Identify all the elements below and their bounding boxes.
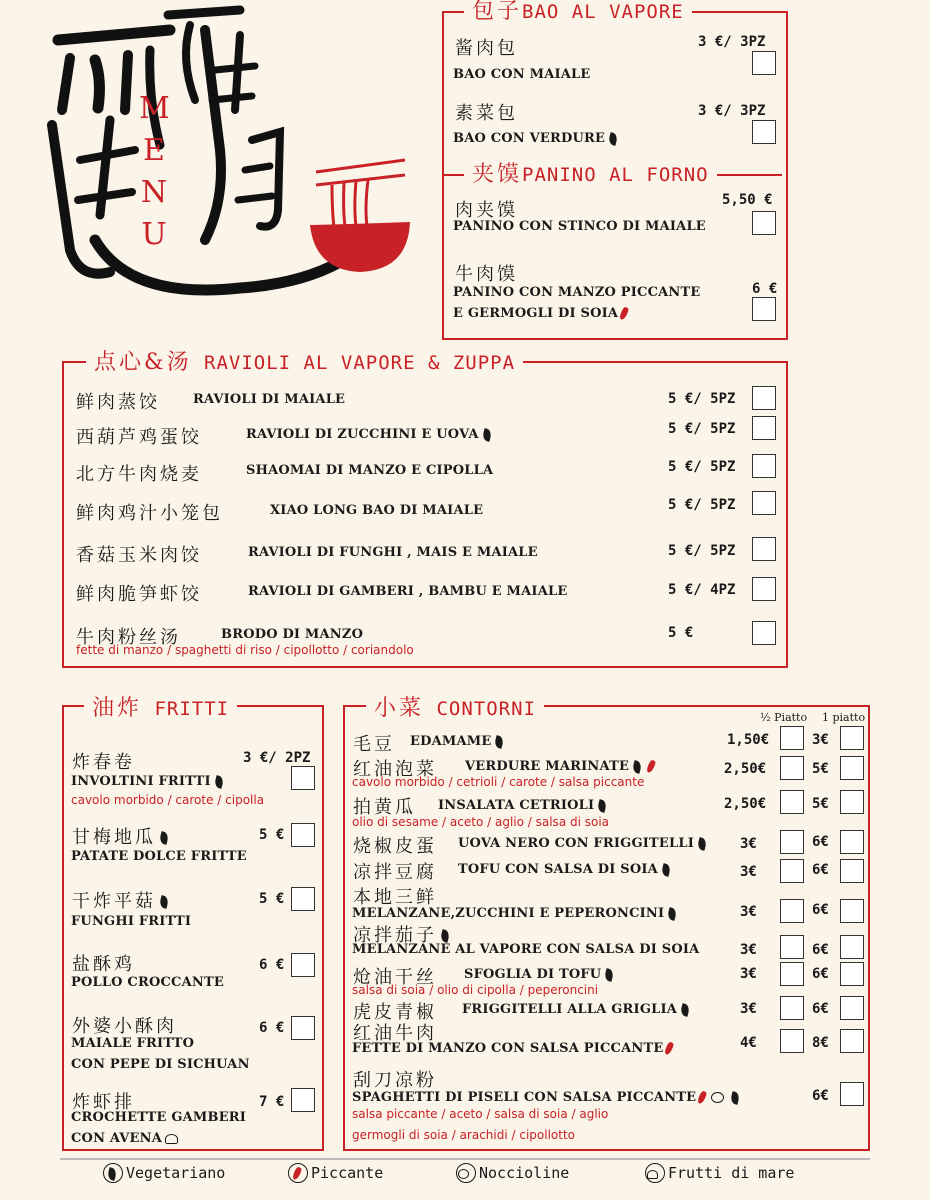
item-zh: 香菇玉米肉饺 <box>76 545 202 566</box>
half-checkbox[interactable] <box>780 790 804 814</box>
item-name: INSALATA CETRIOLI <box>438 798 610 813</box>
leaf-icon <box>494 735 505 749</box>
leaf-icon <box>103 1163 123 1183</box>
half-checkbox[interactable] <box>780 962 804 986</box>
item-zh: 炸春卷 <box>72 752 135 773</box>
item-price: 5 €/ 5PZ <box>668 543 736 559</box>
full-checkbox[interactable] <box>840 756 864 780</box>
full-price: 8€ <box>812 1035 829 1051</box>
leaf-icon <box>697 837 708 851</box>
item-description: salsa piccante / aceto / salsa di soia / aglio <box>352 1107 609 1121</box>
item-name: RAVIOLI DI MAIALE <box>193 392 346 407</box>
item-name: FRIGGITELLI ALLA GRIGLIA <box>462 1002 693 1017</box>
item-name: RAVIOLI DI GAMBERI , BAMBU E MAIALE <box>248 584 568 599</box>
chili-icon <box>697 1090 708 1104</box>
item-zh: 牛肉粉丝汤 <box>76 627 181 648</box>
brush-calligraphy-logo <box>40 0 420 320</box>
half-checkbox[interactable] <box>780 726 804 750</box>
order-checkbox[interactable] <box>752 537 776 561</box>
full-checkbox[interactable] <box>840 830 864 854</box>
order-checkbox[interactable] <box>752 211 776 235</box>
full-price: 6€ <box>812 942 829 958</box>
item-description: olio di sesame / aceto / aglio / salsa di soia <box>352 815 610 829</box>
item-zh: 外婆小酥肉 <box>72 1016 177 1037</box>
bao-title-zh: 包子 <box>472 0 523 24</box>
item-name: BRODO DI MANZO <box>221 627 364 642</box>
item-name: SFOGLIA DI TOFU <box>464 967 617 982</box>
menu-vertical-label <box>139 88 169 256</box>
half-checkbox[interactable] <box>780 830 804 854</box>
item-price: 6 € <box>259 957 285 973</box>
bao-title: BAO AL VAPORE <box>522 1 684 23</box>
leaf-icon <box>159 831 170 845</box>
item-zh: 虎皮青椒 <box>353 1002 437 1023</box>
item-zh: 毛豆 <box>353 734 395 755</box>
item-zh: 素菜包 <box>455 103 518 124</box>
menu-letter: U <box>141 217 167 252</box>
item-name: PANINO CON STINCO DI MAIALE <box>453 219 706 234</box>
half-price: 3€ <box>740 836 757 852</box>
full-checkbox[interactable] <box>840 726 864 750</box>
item-zh: 炝油干丝 <box>353 967 437 988</box>
item-price: 5 €/ 5PZ <box>668 459 736 475</box>
full-checkbox[interactable] <box>840 859 864 883</box>
item-zh: 刮刀凉粉 <box>353 1070 437 1091</box>
half-portion-header: ½ Piatto <box>760 711 808 724</box>
order-checkbox[interactable] <box>752 577 776 601</box>
item-zh: 凉拌茄子 <box>353 921 453 947</box>
item-description-line2: germogli di soia / arachidi / cipollotto <box>352 1128 576 1142</box>
item-zh: 鲜肉脆笋虾饺 <box>76 584 202 605</box>
item-zh: 甘梅地瓜 <box>72 823 172 849</box>
half-price: 3€ <box>740 942 757 958</box>
fritti-title: FRITTI <box>154 698 230 720</box>
leaf-icon <box>661 863 672 877</box>
item-name: BAO CON MAIALE <box>453 67 591 82</box>
full-price: 6€ <box>812 834 829 850</box>
item-zh: 凉拌豆腐 <box>353 862 437 883</box>
item-description: salsa di soia / olio di cipolla / peperoncini <box>352 983 599 997</box>
item-zh: 肉夹馍 <box>455 200 518 221</box>
item-name: TOFU CON SALSA DI SOIA <box>458 862 674 877</box>
item-name: FUNGHI FRITTI <box>71 914 192 929</box>
order-checkbox[interactable] <box>291 823 315 847</box>
item-name: PANINO CON MANZO PICCANTE <box>453 285 701 300</box>
item-price: 5,50 € <box>722 192 773 208</box>
item-name: XIAO LONG BAO DI MAIALE <box>270 503 484 518</box>
item-price: 7 € <box>259 1094 285 1110</box>
item-name: VERDURE MARINATE <box>465 759 657 774</box>
order-checkbox[interactable] <box>752 454 776 478</box>
chili-icon <box>664 1041 675 1055</box>
item-price: 5 €/ 5PZ <box>668 421 736 437</box>
item-zh: 西葫芦鸡蛋饺 <box>76 427 202 448</box>
leaf-icon <box>213 775 224 789</box>
order-checkbox[interactable] <box>291 766 315 790</box>
item-name: SHAOMAI DI MANZO E CIPOLLA <box>246 463 494 478</box>
item-zh: 鲜肉蒸饺 <box>76 392 160 413</box>
full-price: 6€ <box>812 1088 829 1104</box>
leaf-icon <box>667 907 678 921</box>
order-checkbox[interactable] <box>752 386 776 410</box>
bao-section-title <box>464 0 692 24</box>
item-zh: 鲜肉鸡汁小笼包 <box>76 503 223 524</box>
order-checkbox[interactable] <box>291 1088 315 1112</box>
full-price: 6€ <box>812 902 829 918</box>
legend-label: Vegetariano <box>126 1164 226 1182</box>
item-price: 5 € <box>259 827 285 843</box>
item-price: 5 € <box>259 891 285 907</box>
leaf-icon <box>730 1091 741 1105</box>
order-checkbox[interactable] <box>291 1016 315 1040</box>
leaf-icon <box>632 760 643 774</box>
noodle-bowl-icon <box>310 160 410 272</box>
item-name: PATATE DOLCE FRITTE <box>71 849 247 864</box>
half-checkbox[interactable] <box>780 899 804 923</box>
leaf-icon <box>680 1003 691 1017</box>
item-description: cavolo morbido / cetrioli / carote / salsa piccante <box>352 775 645 789</box>
half-price: 2,50€ <box>724 796 767 812</box>
full-checkbox[interactable] <box>840 790 864 814</box>
order-checkbox[interactable] <box>752 491 776 515</box>
peanut-icon <box>456 1163 476 1183</box>
item-zh: 拍黄瓜 <box>353 797 416 818</box>
full-checkbox[interactable] <box>840 962 864 986</box>
legend-divider <box>60 1158 870 1160</box>
full-checkbox[interactable] <box>840 1029 864 1053</box>
item-name: POLLO CROCCANTE <box>71 975 224 990</box>
item-price: 5 €/ 5PZ <box>668 497 736 513</box>
panino-title: PANINO AL FORNO <box>522 164 709 186</box>
legend-label: Frutti di mare <box>668 1164 795 1182</box>
shell-icon <box>645 1163 665 1183</box>
item-zh: 干炸平菇 <box>72 887 172 913</box>
order-checkbox[interactable] <box>291 887 315 911</box>
contorni-title-zh: 小菜 <box>374 696 425 721</box>
ravioli-title-zh: 点心&汤 <box>94 350 192 375</box>
item-price: 5 €/ 5PZ <box>668 391 736 407</box>
shell-icon <box>165 1134 178 1144</box>
item-price: 6 € <box>752 281 778 297</box>
half-checkbox[interactable] <box>780 1029 804 1053</box>
full-price: 6€ <box>812 862 829 878</box>
order-checkbox[interactable] <box>752 621 776 645</box>
item-name: UOVA NERO CON FRIGGITELLI <box>458 836 710 851</box>
half-price: 2,50€ <box>724 761 767 777</box>
panino-title-zh: 夹馍 <box>472 162 523 187</box>
leaf-icon <box>159 895 170 909</box>
half-price: 3€ <box>740 1001 757 1017</box>
item-name-line2: E GERMOGLI DI SOIA <box>453 306 630 321</box>
item-price: 5 € <box>668 625 694 641</box>
item-name: FETTE DI MANZO CON SALSA PICCANTE <box>352 1041 675 1056</box>
item-price: 3 €/ 3PZ <box>698 103 766 119</box>
item-name: MELANZANE,ZUCCHINI E PEPERONCINI <box>352 906 680 921</box>
item-zh: 北方牛肉烧麦 <box>76 464 202 485</box>
chili-icon <box>619 306 630 320</box>
order-checkbox[interactable] <box>752 120 776 144</box>
item-name: RAVIOLI DI ZUCCHINI E UOVA <box>246 427 495 442</box>
legend-label: Piccante <box>311 1164 384 1182</box>
ravioli-section-title <box>86 351 523 375</box>
item-price: 3 €/ 3PZ <box>698 34 766 50</box>
item-name: BAO CON VERDURE <box>453 131 621 146</box>
half-price: 4€ <box>740 1035 757 1051</box>
order-checkbox[interactable] <box>752 51 776 75</box>
panino-section-title <box>464 163 717 187</box>
full-price: 3€ <box>812 732 829 748</box>
item-description: cavolo morbido / carote / cipolla <box>71 793 265 807</box>
item-name: CROCHETTE GAMBERI <box>71 1110 247 1125</box>
item-name-line2: CON AVENA <box>71 1131 181 1146</box>
item-name: RAVIOLI DI FUNGHI , MAIS E MAIALE <box>248 545 538 560</box>
logo <box>40 0 420 320</box>
leaf-icon <box>481 428 492 442</box>
item-price: 5 €/ 4PZ <box>668 582 736 598</box>
ravioli-title: RAVIOLI AL VAPORE & ZUPPA <box>204 352 516 374</box>
item-description: fette di manzo / spaghetti di riso / cipollotto / coriandolo <box>76 643 414 657</box>
item-zh: 炸虾排 <box>72 1092 135 1113</box>
half-checkbox[interactable] <box>780 859 804 883</box>
leaf-icon <box>597 799 608 813</box>
order-checkbox[interactable] <box>752 297 776 321</box>
half-checkbox[interactable] <box>780 996 804 1020</box>
item-zh: 烧椒皮蛋 <box>353 836 437 857</box>
item-name: EDAMAME <box>410 734 507 749</box>
menu-letter: N <box>140 175 168 210</box>
item-zh: 酱肉包 <box>455 38 518 59</box>
half-price: 3€ <box>740 864 757 880</box>
full-portion-header: 1 piatto <box>822 711 866 724</box>
full-checkbox[interactable] <box>840 899 864 923</box>
half-checkbox[interactable] <box>780 756 804 780</box>
menu-letter: M <box>139 91 170 126</box>
full-checkbox[interactable] <box>840 1082 864 1106</box>
item-price: 6 € <box>259 1020 285 1036</box>
leaf-icon <box>604 968 615 982</box>
full-checkbox[interactable] <box>840 996 864 1020</box>
chili-icon <box>646 759 657 773</box>
menu-letter: E <box>143 133 165 168</box>
item-name: MELANZANE AL VAPORE CON SALSA DI SOIA <box>352 942 700 957</box>
half-price: 3€ <box>740 904 757 920</box>
full-checkbox[interactable] <box>840 935 864 959</box>
fritti-title-zh: 油炸 <box>92 696 143 721</box>
full-price: 5€ <box>812 761 829 777</box>
item-zh: 本地三鲜 <box>353 887 437 908</box>
order-checkbox[interactable] <box>752 416 776 440</box>
contorni-title: CONTORNI <box>436 698 536 720</box>
leaf-icon <box>608 132 619 146</box>
full-price: 5€ <box>812 796 829 812</box>
full-price: 6€ <box>812 966 829 982</box>
chili-icon <box>288 1163 308 1183</box>
half-checkbox[interactable] <box>780 935 804 959</box>
item-zh: 红油牛肉 <box>353 1023 437 1044</box>
item-zh: 红油泡菜 <box>353 759 437 780</box>
item-name-line2: CON PEPE DI SICHUAN <box>71 1057 250 1072</box>
half-price: 1,50€ <box>727 732 770 748</box>
item-name: SPAGHETTI DI PISELI CON SALSA PICCANTE <box>352 1090 743 1105</box>
full-price: 6€ <box>812 1001 829 1017</box>
contorni-section-title <box>366 697 544 721</box>
item-price: 3 €/ 2PZ <box>243 750 311 766</box>
half-price: 3€ <box>740 966 757 982</box>
item-zh: 牛肉馍 <box>455 264 518 285</box>
legend-label: Noccioline <box>479 1164 570 1182</box>
item-zh: 盐酥鸡 <box>72 954 135 975</box>
item-name: INVOLTINI FRITTI <box>71 774 227 789</box>
peanut-icon <box>711 1092 724 1103</box>
fritti-section-title <box>84 697 237 721</box>
leaf-icon <box>440 929 451 943</box>
order-checkbox[interactable] <box>291 953 315 977</box>
item-name: MAIALE FRITTO <box>71 1036 195 1051</box>
